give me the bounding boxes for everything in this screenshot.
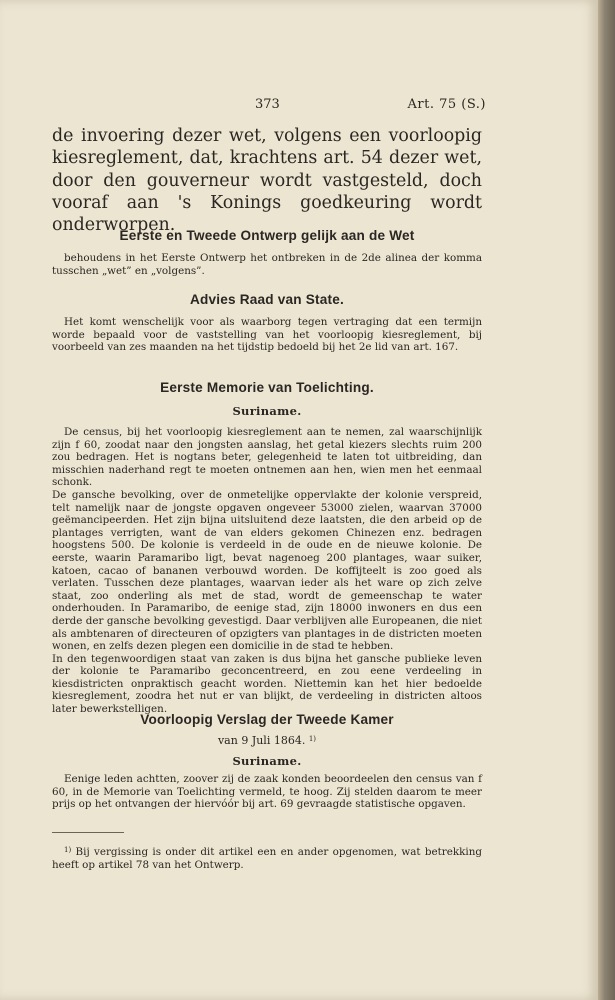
section-heading-eerste-tweede-ontwerp: Eerste en Tweede Ontwerp gelijk aan de Wet [119,228,415,243]
section-text-verslag [52,773,482,811]
memorie-paragraph-3: In den tegenwoordigen staat van zaken is dus bijna het gansche publieke leven der kolonie te Paramaribo geconcentreerd, en zou eene verdeeling in kiesdistricten onpraktisch geacht worden. Niettemin kan het hier bedoelde kiesreglement, zoodra het nut er van blijkt, de verdeeling in districten altoos later bewerkstelligen. [52,652,482,716]
section-heading-voorloopig-verslag: Voorloopig Verslag der Tweede Kamer [140,712,394,727]
ontwerp-paragraph: behoudens in het Eerste Ontwerp het ontbreken in de 2de alinea der komma tusschen „wet” en „volgens”. [52,252,482,277]
article-reference: Art. 75 (S.) [407,97,486,112]
footnote-divider [52,832,124,833]
footnote-text: Bij vergissing is onder dit artikel een en ander opgenomen, wat betrekking heeft op artikel 78 van het Ontwerp. [52,846,482,871]
section-text-ontwerp [52,252,482,277]
memorie-paragraph-2: De gansche bevolking, over de onmetelijke oppervlakte der kolonie verspreid, telt namelijk naar de jongste opgaven ongeveer 53000 zielen, waarvan 37000 geëmancipeerden. Het zijn bijna uitsluitend deze laatsten, die den arbeid op de plantages verrigten, want de van elders gekomen Chinezen enz. bedragen hoogstens 500. De kolonie is verdeeld in de oude en de nieuwe kolonie. De eerste, waarin Paramaribo ligt, bevat nagenoeg 200 plantages, waar suiker, katoen, cacao of bananen verbouwd worden. De koffijteelt is zoo goed als verlaten. Tusschen deze plantages, waarvan ieder als het ware op zich zelve staat, zoo onderling als met de stad, wordt de gemeenschap te water onderhouden. In Paramaribo, de eenige stad, zijn 18000 inwoners en dus een derde der gansche bevolking gevestigd. Daar verblijven alle Europeanen, die niet als ambtenaren of directeuren of opzigters van plantages in de districten moeten wonen, en zelfs dezen plegen een domicilie in de stad te hebben. [52,488,482,653]
section-text-advies [52,316,482,354]
lead-paragraph [52,125,482,236]
footnote-reference: 1) [308,735,317,743]
verslag-paragraph: Eenige leden achtten, zoover zij de zaak konden beoordeelen den census van f 60, in de Memorie van Toelichting vermeld, te hoog. Zij stelden daarom te meer prijs op het ontvangen der hiervóór bij art. 69 gevraagde statistische opgaven. [52,773,482,811]
section-heading-memorie: Eerste Memorie van Toelichting. [160,380,374,395]
verslag-date-line [52,734,482,747]
advies-paragraph: Het komt wenschelijk voor als waarborg tegen vertraging dat een termijn worde bepaald voor de vaststelling van het voorloopig kiesreglement, bij voorbeeld van zes maanden na het tijdstip bedoeld bij het 2e lid van art. 167. [52,316,482,354]
verslag-date: van 9 Juli 1864. [217,734,306,747]
section-subheading-suriname-1: Suriname. [232,404,302,418]
section-heading-advies-raad: Advies Raad van State. [190,292,344,307]
lead-text: de invoering dezer wet, volgens een voorloopig kiesreglement, dat, krachtens art. 54 dezer wet, door den gouverneur wordt vastgesteld, doch vooraf aan 's Konings goedkeuring wordt onderworpen. [52,126,482,236]
footnote [52,844,482,871]
section-subheading-suriname-2: Suriname. [232,754,302,768]
book-spine-edge [598,0,615,1000]
memorie-paragraph-1: De census, bij het voorloopig kiesreglement aan te nemen, zal waarschijnlijk zijn f 60, zoodat naar den jongsten aanslag, het getal kiezers slechts ruim 200 zou bedragen. Het is nogtans beter, gelegenheid te laten tot uitbreiding, dan misschien naderhand regt te moeten ontnemen aan hen, wien men het eenmaal schonk. [52,426,482,489]
section-text-memorie [52,426,482,716]
page-number: 373 [255,97,280,112]
footnote-marker: 1) [64,846,72,854]
running-head [0,97,598,117]
